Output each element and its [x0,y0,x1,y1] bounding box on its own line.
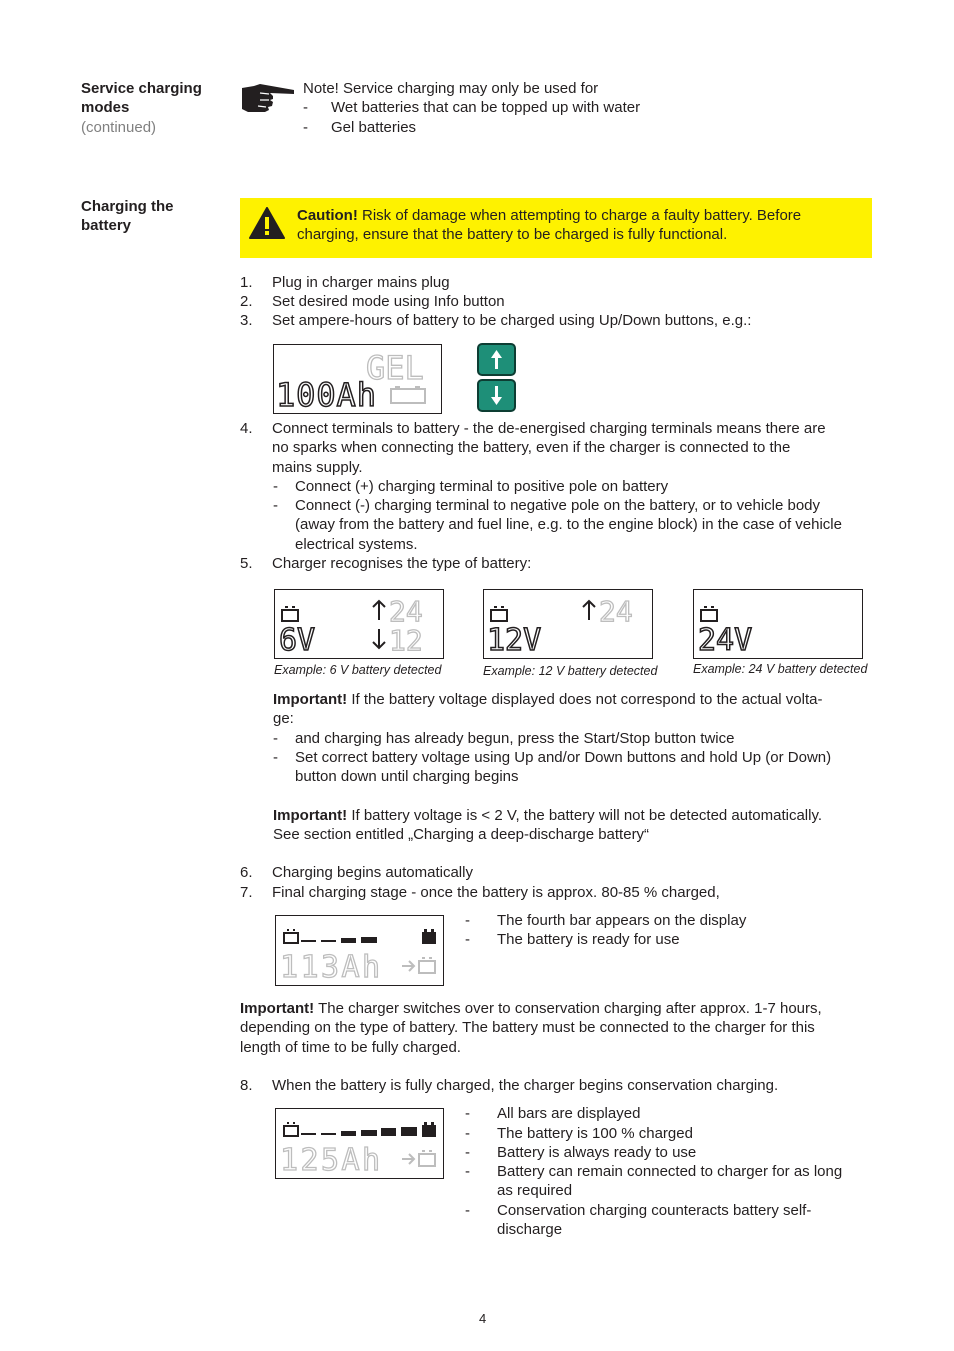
important-label: Important! [273,807,348,824]
important-line [273,806,873,825]
lcd-down-text: 12 [389,624,423,657]
arrow-down-icon [373,629,385,648]
step-text: Charger recognises the type of battery: [272,555,532,572]
caution-text [297,206,867,245]
lcd-value-text: 125Ah [280,1143,380,1178]
dash: - [303,119,308,136]
important-note [273,806,873,845]
battery-outline-icon [491,607,507,621]
arrow-up-icon [373,601,385,620]
lcd-display-12v [483,589,653,659]
charging-battery-icon [402,1151,435,1166]
list-item-line: Connect (-) charging terminal to negative pole on the battery, or to vehicle body [295,497,821,514]
section-title-line: Service charging [81,80,202,97]
important-line [240,999,880,1018]
lcd-value-text: 24V [698,623,753,658]
down-button[interactable] [477,379,516,412]
figure-caption: Example: 12 V battery detected [483,664,658,678]
page-number: 4 [479,1311,487,1326]
list-item-line: button down until charging begins [295,768,519,786]
list-item-line: electrical systems. [295,535,418,553]
step-text: Plug in charger mains plug [272,274,450,291]
list-item-line: (away from the battery and fuel line, e.g. to the engine block) in the case of vehicle [295,516,842,534]
charge-level-bars [301,1127,417,1136]
dash: - [465,1163,470,1180]
list-item-line: discharge [497,1221,563,1239]
arrow-down-icon [479,381,514,410]
list-item-text [295,748,875,787]
important-label: Important! [240,1000,315,1017]
lcd-display-6v [274,589,444,659]
list-item-text [497,1201,875,1240]
step-number: 5. [240,555,253,572]
important-label: Important! [273,691,348,708]
step-line: mains supply. [272,458,363,476]
important-line: depending on the type of battery. The battery must be connected to the charger for this [240,1019,815,1037]
list-item-line: Set correct battery voltage using Up and/or Down buttons and hold Up (or Down) [295,749,832,766]
charging-battery-icon [402,958,435,973]
list-item-text: Wet batteries that can be topped up with water [331,99,641,116]
dash: - [465,1202,470,1219]
dash: - [273,749,278,766]
lcd-mode-text: GEL [366,349,424,387]
step-text [272,419,872,477]
dash: - [273,730,278,747]
list-item [240,419,880,479]
important-line: ge: [273,710,294,728]
step-text: Charging begins automatically [272,864,473,881]
list-item-text: The battery is 100 % charged [497,1125,693,1142]
lcd-value-text: 6V [279,623,316,658]
battery-outline-icon [282,607,298,621]
figure-caption: Example: 24 V battery detected [693,662,868,676]
battery-full-icon [422,929,436,944]
step-number: 1. [240,274,253,291]
important-note [273,690,873,729]
list-item-line: Conservation charging counteracts battery self- [497,1202,812,1219]
figure-caption: Example: 6 V battery detected [274,663,442,677]
list-item-text: The battery is ready for use [497,931,680,948]
dash: - [465,912,470,929]
pointing-hand-icon [240,82,296,119]
important-text: If battery voltage is < 2 V, the battery will not be detected automatically. [347,807,823,824]
dash: - [303,99,308,116]
list-item-text: Connect (+) charging terminal to positive pole on battery [295,478,669,495]
step-number: 8. [240,1077,253,1094]
dash: - [273,497,278,514]
section-title-line: battery [81,217,132,235]
caution-text-span: Risk of damage when attempting to charge a faulty battery. Before [357,207,802,224]
battery-outline-icon [701,607,717,621]
arrow-up-icon [479,345,514,374]
important-line: length of time to be fully charged. [240,1038,461,1056]
step-line: Connect terminals to battery - the de-energised charging terminals means there are [272,420,826,437]
section-subtitle: (continued) [81,119,157,136]
step-text: Final charging stage - once the battery is approx. 80-85 % charged, [272,884,720,901]
list-item-text [295,496,875,554]
charge-level-bars [301,937,377,943]
dash: - [465,1144,470,1161]
important-text: The charger switches over to conservation charging after approx. 1-7 hours, [314,1000,822,1017]
lcd-value-text: 12V [487,623,542,658]
step-number: 3. [240,312,253,329]
lcd-display-125ah [275,1108,444,1179]
section-title-service-charging [81,79,202,118]
lcd-value-text: 113Ah [280,950,380,985]
dash: - [465,1105,470,1122]
list-item-text: All bars are displayed [497,1105,641,1122]
lcd-up-text: 24 [389,595,423,628]
lcd-display-113ah [275,915,444,986]
battery-outline-icon [284,930,298,943]
battery-outline-icon [391,387,425,403]
section-title-line: Charging the [81,198,174,215]
section-title-charging [81,197,174,236]
important-line [273,690,873,709]
important-note [240,999,880,1057]
battery-outline-icon [284,1123,298,1136]
dash: - [273,478,278,495]
dash: - [465,1125,470,1142]
list-item-text: The fourth bar appears on the display [497,912,747,929]
list-item-text [497,1162,875,1201]
step-number: 4. [240,420,253,437]
dash: - [465,931,470,948]
battery-full-icon [422,1122,436,1137]
step-number: 2. [240,293,253,310]
step-number: 7. [240,884,253,901]
lcd-display-100ah [273,344,442,414]
step-text: Set desired mode using Info button [272,293,505,310]
caution-box [240,198,872,258]
list-item-text: and charging has already begun, press the Start/Stop button twice [295,730,735,747]
caution-label: Caution! [297,207,358,224]
caution-line: charging, ensure that the battery to be charged is fully functional. [297,226,728,244]
note-text: Note! Service charging may only be used for [303,80,599,97]
step-text: Set ampere-hours of battery to be charged using Up/Down buttons, e.g.: [272,312,752,329]
important-text: If the battery voltage displayed does not correspond to the actual volta- [347,691,823,708]
up-button[interactable] [477,343,516,376]
list-item-line: as required [497,1182,573,1200]
warning-triangle-icon [249,207,285,244]
step-line: no sparks when connecting the battery, even if the charger is connected to the [272,439,791,457]
step-number: 6. [240,864,253,881]
important-line: See section entitled „Charging a deep-discharge battery“ [273,826,650,844]
list-item-line: Battery can remain connected to charger for as long [497,1163,843,1180]
section-title-line: modes [81,99,130,117]
step-text: When the battery is fully charged, the charger begins conservation charging. [272,1077,779,1094]
arrow-up-icon [583,601,595,620]
list-item-text: Gel batteries [331,119,417,136]
lcd-value-text: 100Ah [276,376,376,413]
list-item-text: Battery is always ready to use [497,1144,697,1161]
lcd-display-24v [693,589,863,659]
lcd-up-text: 24 [599,595,633,628]
caution-line [297,206,867,225]
